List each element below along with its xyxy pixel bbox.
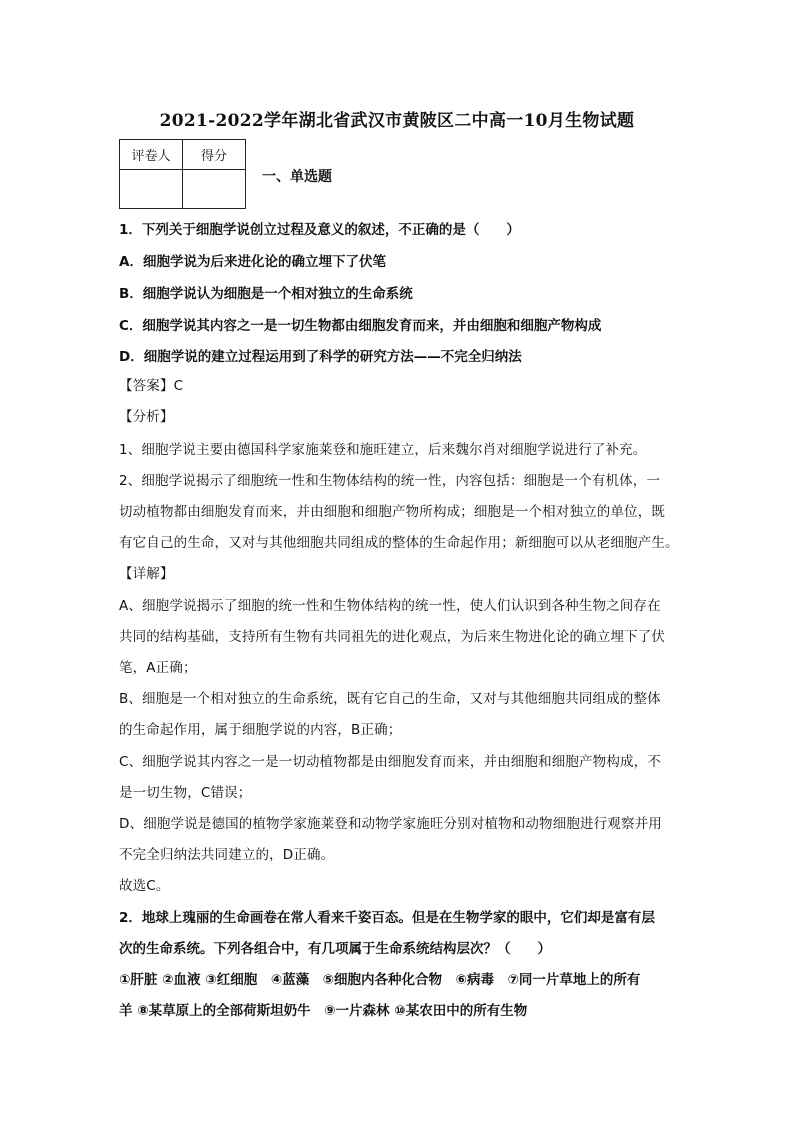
detail-line: 共同的结构基础，支持所有生物有共同祖先的进化观点，为后来生物进化论的确立埋下了伏 — [119, 629, 665, 645]
analysis-line: 2、细胞学说揭示了细胞统一性和生物体结构的统一性，内容包括：细胞是一个有机体，一 — [119, 473, 661, 489]
detail-line: 的生命起作用，属于细胞学说的内容，B正确； — [119, 722, 402, 738]
question-1-option-b: B．细胞学说认为细胞是一个相对独立的生命系统 — [119, 286, 413, 302]
section-heading: 一、单选题 — [262, 169, 332, 185]
question-1-option-d: D．细胞学说的建立过程运用到了科学的研究方法——不完全归纳法 — [119, 349, 522, 365]
detail-line: C、细胞学说其内容之一是一切动植物都是由细胞发育而来，并由细胞和细胞产物构成，不 — [119, 754, 661, 770]
score-table-header-grader: 评卷人 — [120, 140, 183, 170]
detail-line: A、细胞学说揭示了细胞的统一性和生物体结构的统一性，使人们认识到各种生物之间存在 — [119, 598, 661, 614]
question-2-stem: 次的生命系统。下列各组合中，有几项属于生命系统结构层次？（ ） — [119, 941, 551, 957]
question-1-answer: 【答案】C — [119, 378, 184, 394]
question-2-items: ①肝脏 ②血液 ③红细胞 ④蓝藻 ⑤细胞内各种化合物 ⑥病毒 ⑦同一片草地上的所有 — [119, 972, 641, 988]
detail-line: 是一切生物，C错误； — [119, 785, 252, 801]
question-2-stem: 2．地球上瑰丽的生命画卷在常人看来千姿百态。但是在生物学家的眼中，它们却是富有层 — [119, 910, 655, 926]
score-table-cell-score — [183, 170, 246, 209]
analysis-line: 有它自己的生命，又对与其他细胞共同组成的整体的生命起作用；新细胞可以从老细胞产生。 — [119, 535, 679, 551]
analysis-line: 1、细胞学说主要由德国科学家施莱登和施旺建立，后来魏尔肖对细胞学说进行了补充。 — [119, 442, 647, 458]
analysis-line: 切动植物都由细胞发育而来，并由细胞和细胞产物所构成；细胞是一个相对独立的单位，既 — [119, 504, 665, 520]
score-table-header-score: 得分 — [183, 140, 246, 170]
question-1-option-a: A．细胞学说为后来进化论的确立埋下了伏笔 — [119, 254, 386, 270]
page-title: 2021-2022学年湖北省武汉市黄陂区二中高一10月生物试题 — [159, 111, 635, 131]
question-1-stem: 1．下列关于细胞学说创立过程及意义的叙述，不正确的是（ ） — [119, 222, 520, 238]
detail-line: 笔，A正确； — [119, 660, 197, 676]
analysis-heading: 【分析】 — [119, 409, 174, 425]
question-2-items: 羊 ⑧某草原上的全部荷斯坦奶牛 ⑨一片森林 ⑩某农田中的所有生物 — [119, 1003, 528, 1019]
detail-line: D、细胞学说是德国的植物学家施莱登和动物学家施旺分别对植物和动物细胞进行观察并用 — [119, 816, 662, 832]
score-table-cell-grader — [120, 170, 183, 209]
detail-line: 不完全归纳法共同建立的，D正确。 — [119, 847, 335, 863]
question-1-option-c: C．细胞学说其内容之一是一切生物都由细胞发育而来，并由细胞和细胞产物构成 — [119, 318, 602, 334]
conclusion-line: 故选C。 — [119, 878, 170, 894]
detail-heading: 【详解】 — [119, 566, 174, 582]
detail-line: B、细胞是一个相对独立的生命系统，既有它自己的生命，又对与其他细胞共同组成的整体 — [119, 691, 661, 707]
score-table — [119, 139, 246, 209]
